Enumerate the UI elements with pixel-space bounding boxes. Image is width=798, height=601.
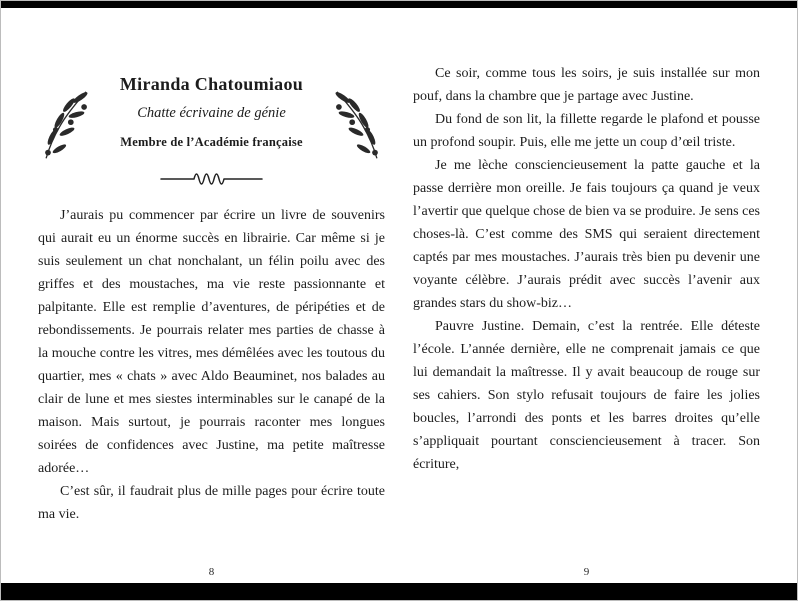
author-subtitle: Chatte écrivaine de génie [137,105,286,121]
left-page-text [38,204,385,526]
author-affiliation: Membre de l’Académie française [120,135,303,149]
paragraph: Je me lèche consciencieusement la patte gauche et la passe derrière mon oreille. Je fais toujours ça quand je veux l’avertir que quelque chose de bien va se produire. Je sens ces choses-là. C’est comme des SMS qui seraient directement captés par mes moustaches. J’aurais très bien pu devenir une voyante célèbre. J’aurais prédit avec succès l’avenir aux grandes stars du show-biz… [413,158,760,311]
paragraph: J’aurais pu commencer par écrire un livre de souvenirs qui aurait eu un énorme succès en librairie. Car même si je suis seulement un chat nonchalant, un félin poilu avec des griffes et des moustaches, ma vie reste passionnante et palpitante. Elle est remplie d’aventures, de péripéties et de rebondissements. Je pourrais relater mes parties de chasse à la mouche contre les vitres, mes démêlées avec les toutous du quartier, mes « chats » avec Aldo Beauminet, nos balades au clair de lune et mes siestes interminables sur le canapé de la maison. Mais surtout, je pourrais raconter mes longues soirées de confidences avec Justine, ma petite maîtresse adorée… [38,208,385,476]
chapter-header [38,74,385,150]
paragraph: Ce soir, comme tous les soirs, je suis installée sur mon pouf, dans la chambre que je partage avec Justine. [413,66,760,104]
page-right [413,8,760,583]
page-number-left: 8 [208,566,215,578]
paragraph: Pauvre Justine. Demain, c’est la rentrée. Elle déteste l’école. L’année dernière, elle ne comprenait jamais ce que lui demandait la maîtresse. Il y avait beaucoup de rouge sur ses cahiers. Son stylo refusait toujours de faire les jolies boucles, l’arrondi des ponts et les barres droites qu’elle s’appliquait pourtant consciencieusement à tracer. Son écriture, [413,319,760,472]
author-title: Miranda Chatoumiaou [119,74,304,94]
olive-branch-right-icon [327,88,385,164]
top-bar [1,1,797,8]
olive-branch-left-icon [38,88,96,164]
bottom-bar [1,583,797,600]
page-left [38,8,385,583]
paragraph: C’est sûr, il faudrait plus de mille pages pour écrire toute ma vie. [38,484,385,522]
paragraph: Du fond de son lit, la fillette regarde le plafond et pousse un profond soupir. Puis, elle me jette un coup d’œil triste. [413,112,760,150]
squiggle-divider-icon [38,168,385,190]
book-spread [1,8,797,583]
right-page-text [413,62,760,476]
page-number-right: 9 [583,566,590,578]
